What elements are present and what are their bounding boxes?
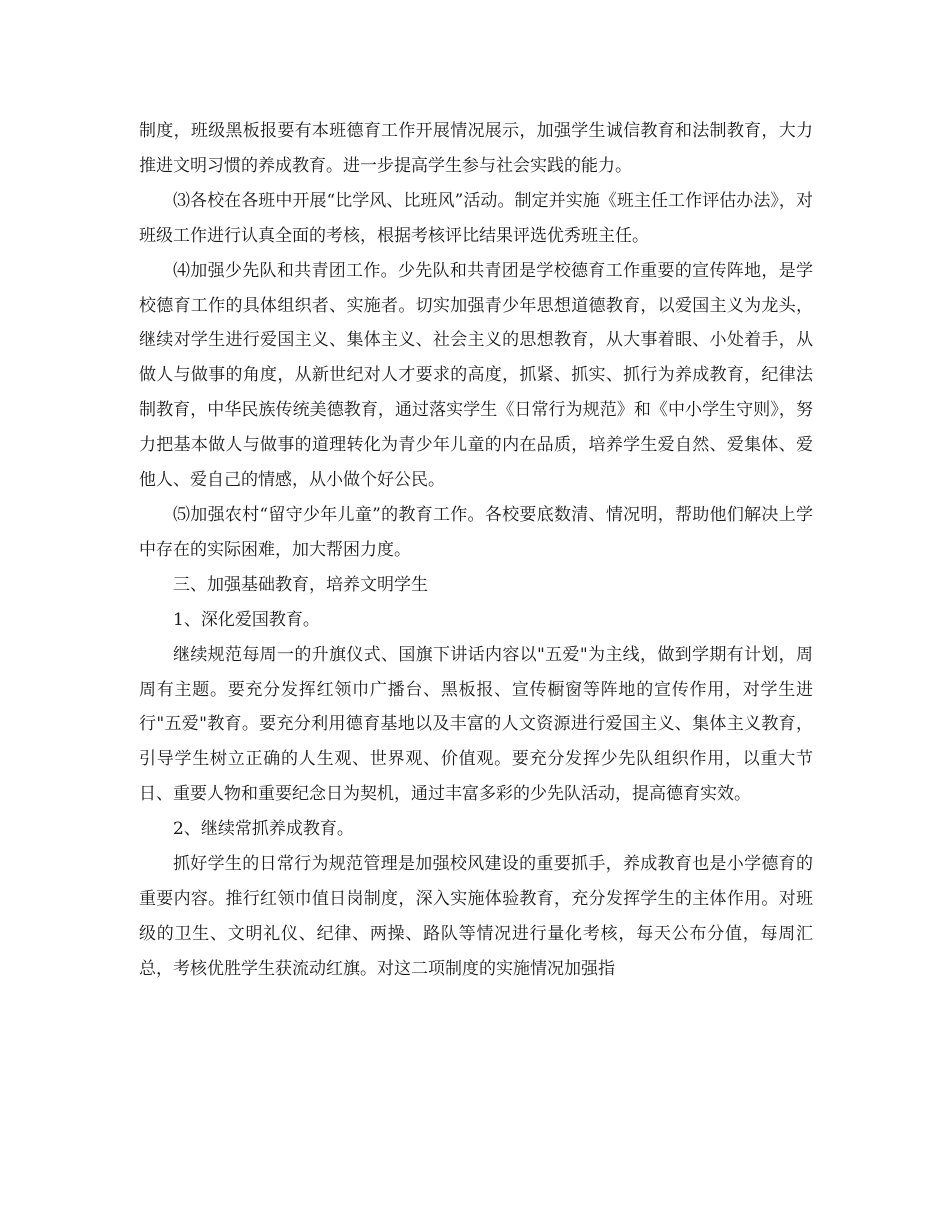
paragraph-item-3: ⑶各校在各班中开展“比学风、比班风”活动。制定并实施《班主任工作评估办法》，对班级工作进行认真全面的考核，根据考核评比结果评选优秀班主任。 bbox=[139, 190, 813, 246]
paragraph-continuation: 制度，班级黑板报要有本班德育工作开展情况展示，加强学生诚信教育和法制教育，大力推进文明习惯的养成教育。进一步提高学生参与社会实践的能力。 bbox=[139, 121, 813, 176]
document-body bbox=[139, 114, 813, 987]
subheading-2: 2、继续常抓养成教育。 bbox=[173, 819, 354, 840]
section-heading-3: 三、加强基础教育，培养文明学生 bbox=[173, 574, 428, 595]
paragraph-item-4: ⑷加强少先队和共青团工作。少先队和共青团是学校德育工作重要的宣传阵地，是学校德育工作的具体组织者、实施者。切实加强青少年思想道德教育，以爱国主义为龙头，继续对学生进行爱国主义、集体主义、社会主义的思想教育，从大事着眼、小处着手，从做人与做事的角度，从新世纪对人才要求的高度，抓紧、抓实、抓行为养成教育，纪律法制教育，中华民族传统美德教育，通过落实学生《日常行为规范》和《中小学生守则》，努力把基本做人与做事的道理转化为青少年儿童的内在品质，培养学生爱自然、爱集体、爱他人、爱自己的情感，从小做个好公民。 bbox=[139, 260, 813, 491]
subheading-1: 1、深化爱国教育。 bbox=[173, 609, 320, 630]
paragraph-patriotic-education: 继续规范每周一的升旗仪式、国旗下讲话内容以"五爱"为主线，做到学期有计划，周周有主题。要充分发挥红领巾广播台、黑板报、宣传橱窗等阵地的宣传作用，对学生进行"五爱"教育。要充分利用德育基地以及丰富的人文资源进行爱国主义、集体主义教育，引导学生树立正确的人生观、世界观、价值观。要充分发挥少先队组织作用，以重大节日、重要人物和重要纪念日为契机，通过丰富多彩的少先队活动，提高德育实效。 bbox=[139, 644, 813, 805]
paragraph-habit-education: 抓好学生的日常行为规范管理是加强校风建设的重要抓手，养成教育也是小学德育的重要内容。推行红领巾值日岗制度，深入实施体验教育，充分发挥学生的主体作用。对班级的卫生、文明礼仪、纪律、两操、路队等情况进行量化考核，每天公布分值，每周汇总，考核优胜学生获流动红旗。对这二项制度的实施情况加强指 bbox=[139, 854, 813, 979]
paragraph-item-5: ⑸加强农村“留守少年儿童”的教育工作。各校要底数清、情况明，帮助他们解决上学中存在的实际困难，加大帮困力度。 bbox=[139, 504, 813, 560]
